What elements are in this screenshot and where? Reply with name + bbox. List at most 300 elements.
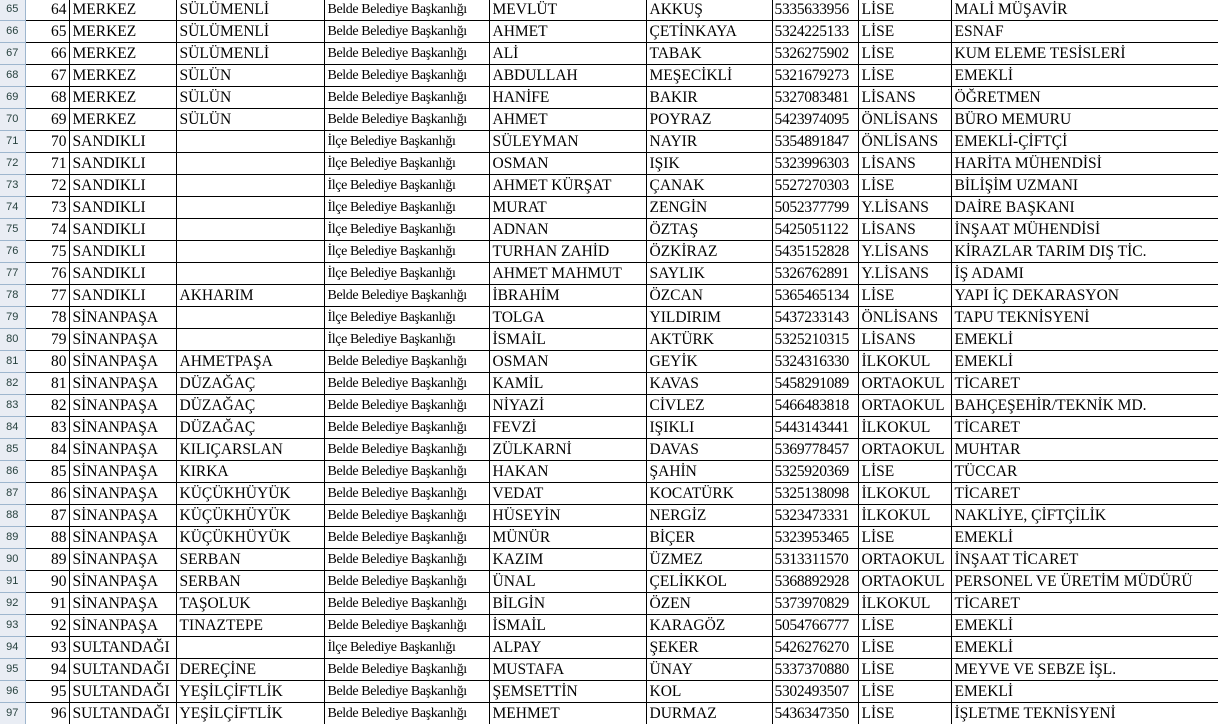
row-header[interactable]: 82 (0, 373, 25, 395)
cell-last-name[interactable]: ÜNAY (646, 659, 772, 681)
cell-education[interactable]: ÖNLİSANS (858, 307, 951, 329)
cell-no[interactable]: 94 (25, 659, 69, 681)
cell-office[interactable]: Belde Belediye Başkanlığı (324, 351, 489, 373)
cell-district[interactable]: SULTANDAĞI (69, 681, 176, 703)
cell-first-name[interactable]: ABDULLAH (489, 65, 646, 87)
row-header[interactable]: 86 (0, 461, 25, 483)
cell-last-name[interactable]: DURMAZ (646, 703, 772, 724)
cell-first-name[interactable]: AHMET KÜRŞAT (489, 175, 646, 197)
cell-town[interactable]: KÜÇÜKHÜYÜK (176, 505, 324, 527)
cell-last-name[interactable]: YILDIRIM (646, 307, 772, 329)
row-header[interactable]: 88 (0, 505, 25, 527)
cell-first-name[interactable]: KAZIM (489, 549, 646, 571)
cell-occupation[interactable]: TİCARET (951, 483, 1218, 505)
cell-first-name[interactable]: MEHMET (489, 703, 646, 724)
cell-district[interactable]: SANDIKLI (69, 285, 176, 307)
cell-education[interactable]: LİSE (858, 65, 951, 87)
cell-education[interactable]: LİSANS (858, 219, 951, 241)
cell-town[interactable] (176, 175, 324, 197)
cell-education[interactable]: LİSE (858, 21, 951, 43)
cell-office[interactable]: İlçe Belediye Başkanlığı (324, 637, 489, 659)
row-header[interactable]: 87 (0, 483, 25, 505)
cell-education[interactable]: LİSANS (858, 153, 951, 175)
cell-occupation[interactable]: EMEKLİ (951, 681, 1218, 703)
cell-town[interactable]: DÜZAĞAÇ (176, 417, 324, 439)
cell-last-name[interactable]: BİÇER (646, 527, 772, 549)
cell-office[interactable]: İlçe Belediye Başkanlığı (324, 329, 489, 351)
cell-no[interactable]: 89 (25, 549, 69, 571)
cell-no[interactable]: 90 (25, 571, 69, 593)
cell-occupation[interactable]: KİRAZLAR TARIM DIŞ TİC. (951, 241, 1218, 263)
cell-education[interactable]: LİSE (858, 461, 951, 483)
cell-district[interactable]: MERKEZ (69, 65, 176, 87)
cell-last-name[interactable]: ŞAHİN (646, 461, 772, 483)
cell-town[interactable] (176, 637, 324, 659)
row-header[interactable]: 85 (0, 439, 25, 461)
cell-district[interactable]: SİNANPAŞA (69, 417, 176, 439)
cell-first-name[interactable]: KAMİL (489, 373, 646, 395)
cell-last-name[interactable]: ÜZMEZ (646, 549, 772, 571)
cell-office[interactable]: İlçe Belediye Başkanlığı (324, 131, 489, 153)
cell-no[interactable]: 71 (25, 153, 69, 175)
cell-no[interactable]: 68 (25, 87, 69, 109)
cell-education[interactable]: LİSE (858, 681, 951, 703)
cell-education[interactable]: İLKOKUL (858, 417, 951, 439)
cell-town[interactable]: SÜLÜMENLİ (176, 43, 324, 65)
cell-last-name[interactable]: ÇELİKKOL (646, 571, 772, 593)
cell-district[interactable]: SİNANPAŞA (69, 395, 176, 417)
cell-district[interactable]: SİNANPAŞA (69, 527, 176, 549)
cell-phone[interactable]: 5423974095 (772, 109, 858, 131)
cell-education[interactable]: Y.LİSANS (858, 197, 951, 219)
cell-education[interactable]: LİSANS (858, 87, 951, 109)
cell-district[interactable]: SANDIKLI (69, 153, 176, 175)
cell-phone[interactable]: 5373970829 (772, 593, 858, 615)
cell-first-name[interactable]: ŞEMSETTİN (489, 681, 646, 703)
cell-district[interactable]: MERKEZ (69, 43, 176, 65)
cell-first-name[interactable]: ALİ (489, 43, 646, 65)
cell-phone[interactable]: 5324316330 (772, 351, 858, 373)
cell-last-name[interactable]: AKTÜRK (646, 329, 772, 351)
cell-town[interactable] (176, 153, 324, 175)
cell-last-name[interactable]: DAVAS (646, 439, 772, 461)
cell-town[interactable]: YEŞİLÇİFTLİK (176, 681, 324, 703)
row-header[interactable]: 91 (0, 571, 25, 593)
cell-phone[interactable]: 5337370880 (772, 659, 858, 681)
cell-occupation[interactable]: İNŞAAT MÜHENDİSİ (951, 219, 1218, 241)
cell-last-name[interactable]: KAVAS (646, 373, 772, 395)
cell-district[interactable]: SANDIKLI (69, 197, 176, 219)
cell-town[interactable] (176, 307, 324, 329)
cell-office[interactable]: İlçe Belediye Başkanlığı (324, 241, 489, 263)
cell-district[interactable]: MERKEZ (69, 0, 176, 21)
cell-occupation[interactable]: BİLİŞİM UZMANI (951, 175, 1218, 197)
cell-first-name[interactable]: ZÜLKARNİ (489, 439, 646, 461)
cell-district[interactable]: SANDIKLI (69, 241, 176, 263)
cell-no[interactable]: 67 (25, 65, 69, 87)
cell-occupation[interactable]: MEYVE VE SEBZE İŞL. (951, 659, 1218, 681)
cell-phone[interactable]: 5323996303 (772, 153, 858, 175)
cell-phone[interactable]: 5458291089 (772, 373, 858, 395)
cell-no[interactable]: 93 (25, 637, 69, 659)
cell-office[interactable]: Belde Belediye Başkanlığı (324, 417, 489, 439)
cell-town[interactable]: TINAZTEPE (176, 615, 324, 637)
cell-last-name[interactable]: ÇANAK (646, 175, 772, 197)
cell-office[interactable]: Belde Belediye Başkanlığı (324, 373, 489, 395)
cell-occupation[interactable]: EMEKLİ (951, 637, 1218, 659)
row-header[interactable]: 97 (0, 703, 25, 724)
cell-occupation[interactable]: PERSONEL VE ÜRETİM MÜDÜRÜ (951, 571, 1218, 593)
cell-first-name[interactable]: FEVZİ (489, 417, 646, 439)
cell-occupation[interactable]: BÜRO MEMURU (951, 109, 1218, 131)
cell-town[interactable] (176, 131, 324, 153)
cell-first-name[interactable]: HAKAN (489, 461, 646, 483)
cell-no[interactable]: 87 (25, 505, 69, 527)
cell-district[interactable]: SİNANPAŞA (69, 461, 176, 483)
cell-last-name[interactable]: IŞIKLI (646, 417, 772, 439)
cell-office[interactable]: Belde Belediye Başkanlığı (324, 593, 489, 615)
cell-occupation[interactable]: TİCARET (951, 373, 1218, 395)
row-header[interactable]: 79 (0, 307, 25, 329)
cell-education[interactable]: LİSE (858, 285, 951, 307)
cell-district[interactable]: SİNANPAŞA (69, 307, 176, 329)
cell-office[interactable]: Belde Belediye Başkanlığı (324, 439, 489, 461)
cell-no[interactable]: 78 (25, 307, 69, 329)
cell-last-name[interactable]: NAYIR (646, 131, 772, 153)
cell-last-name[interactable]: ÇETİNKAYA (646, 21, 772, 43)
cell-town[interactable] (176, 219, 324, 241)
cell-no[interactable]: 66 (25, 43, 69, 65)
cell-town[interactable]: SERBAN (176, 549, 324, 571)
cell-education[interactable]: İLKOKUL (858, 593, 951, 615)
cell-phone[interactable]: 5326762891 (772, 263, 858, 285)
cell-office[interactable]: Belde Belediye Başkanlığı (324, 659, 489, 681)
cell-education[interactable]: ORTAOKUL (858, 373, 951, 395)
cell-phone[interactable]: 5426276270 (772, 637, 858, 659)
cell-occupation[interactable]: NAKLİYE, ÇİFTÇİLİK (951, 505, 1218, 527)
cell-office[interactable]: Belde Belediye Başkanlığı (324, 395, 489, 417)
cell-first-name[interactable]: VEDAT (489, 483, 646, 505)
cell-phone[interactable]: 5335633956 (772, 0, 858, 21)
cell-district[interactable]: SİNANPAŞA (69, 373, 176, 395)
cell-last-name[interactable]: ŞEKER (646, 637, 772, 659)
cell-phone[interactable]: 5325920369 (772, 461, 858, 483)
cell-education[interactable]: Y.LİSANS (858, 241, 951, 263)
row-header[interactable]: 76 (0, 241, 25, 263)
cell-last-name[interactable]: ÖZKİRAZ (646, 241, 772, 263)
cell-occupation[interactable]: EMEKLİ-ÇİFTÇİ (951, 131, 1218, 153)
cell-occupation[interactable]: BAHÇEŞEHİR/TEKNİK MD. (951, 395, 1218, 417)
cell-education[interactable]: LİSE (858, 615, 951, 637)
cell-occupation[interactable]: EMEKLİ (951, 351, 1218, 373)
row-header[interactable]: 72 (0, 153, 25, 175)
cell-no[interactable]: 81 (25, 373, 69, 395)
cell-office[interactable]: Belde Belediye Başkanlığı (324, 527, 489, 549)
cell-education[interactable]: İLKOKUL (858, 505, 951, 527)
cell-first-name[interactable]: ADNAN (489, 219, 646, 241)
cell-no[interactable]: 82 (25, 395, 69, 417)
cell-occupation[interactable]: TİCARET (951, 593, 1218, 615)
cell-town[interactable]: KIRKA (176, 461, 324, 483)
cell-phone[interactable]: 5321679273 (772, 65, 858, 87)
cell-occupation[interactable]: İNŞAAT TİCARET (951, 549, 1218, 571)
cell-district[interactable]: SİNANPAŞA (69, 505, 176, 527)
cell-office[interactable]: Belde Belediye Başkanlığı (324, 703, 489, 724)
cell-first-name[interactable]: HÜSEYİN (489, 505, 646, 527)
cell-district[interactable]: SANDIKLI (69, 263, 176, 285)
cell-education[interactable]: LİSE (858, 43, 951, 65)
cell-last-name[interactable]: KOL (646, 681, 772, 703)
cell-district[interactable]: SİNANPAŞA (69, 329, 176, 351)
cell-town[interactable]: SÜLÜN (176, 109, 324, 131)
cell-phone[interactable]: 5466483818 (772, 395, 858, 417)
row-header[interactable]: 84 (0, 417, 25, 439)
row-header[interactable]: 81 (0, 351, 25, 373)
cell-first-name[interactable]: İBRAHİM (489, 285, 646, 307)
cell-office[interactable]: İlçe Belediye Başkanlığı (324, 263, 489, 285)
cell-district[interactable]: SİNANPAŞA (69, 549, 176, 571)
cell-town[interactable]: AKHARIM (176, 285, 324, 307)
row-header[interactable]: 90 (0, 549, 25, 571)
row-header[interactable]: 92 (0, 593, 25, 615)
cell-education[interactable]: LİSE (858, 637, 951, 659)
cell-phone[interactable]: 5302493507 (772, 681, 858, 703)
cell-first-name[interactable]: ÜNAL (489, 571, 646, 593)
cell-occupation[interactable]: DAİRE BAŞKANI (951, 197, 1218, 219)
row-header[interactable]: 89 (0, 527, 25, 549)
cell-occupation[interactable]: ÖĞRETMEN (951, 87, 1218, 109)
cell-last-name[interactable]: POYRAZ (646, 109, 772, 131)
cell-district[interactable]: MERKEZ (69, 87, 176, 109)
cell-office[interactable]: Belde Belediye Başkanlığı (324, 21, 489, 43)
cell-town[interactable]: KÜÇÜKHÜYÜK (176, 483, 324, 505)
row-header[interactable]: 68 (0, 65, 25, 87)
cell-first-name[interactable]: MUSTAFA (489, 659, 646, 681)
cell-district[interactable]: SULTANDAĞI (69, 637, 176, 659)
cell-town[interactable]: DÜZAĞAÇ (176, 395, 324, 417)
cell-town[interactable]: YEŞİLÇİFTLİK (176, 703, 324, 724)
cell-first-name[interactable]: MURAT (489, 197, 646, 219)
cell-occupation[interactable]: YAPI İÇ DEKARASYON (951, 285, 1218, 307)
row-header[interactable]: 74 (0, 197, 25, 219)
cell-district[interactable]: SİNANPAŞA (69, 571, 176, 593)
cell-district[interactable]: SANDIKLI (69, 175, 176, 197)
row-header[interactable]: 96 (0, 681, 25, 703)
cell-education[interactable]: İLKOKUL (858, 351, 951, 373)
cell-district[interactable]: SULTANDAĞI (69, 703, 176, 724)
cell-last-name[interactable]: AKKUŞ (646, 0, 772, 21)
cell-no[interactable]: 64 (25, 0, 69, 21)
cell-first-name[interactable]: OSMAN (489, 351, 646, 373)
cell-last-name[interactable]: CİVLEZ (646, 395, 772, 417)
row-header[interactable]: 83 (0, 395, 25, 417)
cell-no[interactable]: 86 (25, 483, 69, 505)
cell-phone[interactable]: 5369778457 (772, 439, 858, 461)
cell-office[interactable]: Belde Belediye Başkanlığı (324, 109, 489, 131)
cell-no[interactable]: 77 (25, 285, 69, 307)
cell-last-name[interactable]: ÖZEN (646, 593, 772, 615)
cell-occupation[interactable]: EMEKLİ (951, 527, 1218, 549)
cell-office[interactable]: Belde Belediye Başkanlığı (324, 43, 489, 65)
cell-first-name[interactable]: SÜLEYMAN (489, 131, 646, 153)
cell-last-name[interactable]: TABAK (646, 43, 772, 65)
cell-town[interactable] (176, 329, 324, 351)
cell-occupation[interactable]: TÜCCAR (951, 461, 1218, 483)
cell-first-name[interactable]: İSMAİL (489, 615, 646, 637)
cell-district[interactable]: MERKEZ (69, 109, 176, 131)
cell-first-name[interactable]: HANİFE (489, 87, 646, 109)
cell-office[interactable]: Belde Belediye Başkanlığı (324, 483, 489, 505)
cell-education[interactable]: LİSE (858, 659, 951, 681)
cell-last-name[interactable]: ÖZTAŞ (646, 219, 772, 241)
cell-first-name[interactable]: TOLGA (489, 307, 646, 329)
cell-last-name[interactable]: KOCATÜRK (646, 483, 772, 505)
cell-office[interactable]: İlçe Belediye Başkanlığı (324, 153, 489, 175)
cell-education[interactable]: ÖNLİSANS (858, 109, 951, 131)
cell-occupation[interactable]: İŞLETME TEKNİSYENİ (951, 703, 1218, 724)
cell-office[interactable]: Belde Belediye Başkanlığı (324, 87, 489, 109)
cell-phone[interactable]: 5323473331 (772, 505, 858, 527)
cell-last-name[interactable]: ZENGİN (646, 197, 772, 219)
cell-education[interactable]: ORTAOKUL (858, 549, 951, 571)
cell-occupation[interactable]: MALİ MÜŞAVİR (951, 0, 1218, 21)
cell-no[interactable]: 88 (25, 527, 69, 549)
cell-district[interactable]: SULTANDAĞI (69, 659, 176, 681)
cell-no[interactable]: 69 (25, 109, 69, 131)
cell-phone[interactable]: 5323953465 (772, 527, 858, 549)
cell-office[interactable]: İlçe Belediye Başkanlığı (324, 175, 489, 197)
row-header[interactable]: 70 (0, 109, 25, 131)
cell-town[interactable]: TAŞOLUK (176, 593, 324, 615)
cell-district[interactable]: SİNANPAŞA (69, 615, 176, 637)
cell-district[interactable]: MERKEZ (69, 21, 176, 43)
cell-first-name[interactable]: MÜNÜR (489, 527, 646, 549)
row-header[interactable]: 77 (0, 263, 25, 285)
cell-town[interactable]: AHMETPAŞA (176, 351, 324, 373)
cell-phone[interactable]: 5368892928 (772, 571, 858, 593)
cell-first-name[interactable]: AHMET (489, 109, 646, 131)
cell-phone[interactable]: 5325210315 (772, 329, 858, 351)
cell-office[interactable]: İlçe Belediye Başkanlığı (324, 307, 489, 329)
cell-no[interactable]: 74 (25, 219, 69, 241)
cell-office[interactable]: İlçe Belediye Başkanlığı (324, 219, 489, 241)
cell-first-name[interactable]: MEVLÜT (489, 0, 646, 21)
cell-town[interactable]: SERBAN (176, 571, 324, 593)
cell-last-name[interactable]: MEŞECİKLİ (646, 65, 772, 87)
cell-first-name[interactable]: NİYAZİ (489, 395, 646, 417)
cell-no[interactable]: 80 (25, 351, 69, 373)
cell-occupation[interactable]: HARİTA MÜHENDİSİ (951, 153, 1218, 175)
cell-phone[interactable]: 5425051122 (772, 219, 858, 241)
cell-no[interactable]: 91 (25, 593, 69, 615)
cell-office[interactable]: İlçe Belediye Başkanlığı (324, 197, 489, 219)
cell-phone[interactable]: 5313311570 (772, 549, 858, 571)
cell-education[interactable]: LİSE (858, 527, 951, 549)
cell-phone[interactable]: 5443143441 (772, 417, 858, 439)
cell-occupation[interactable]: EMEKLİ (951, 329, 1218, 351)
cell-education[interactable]: ÖNLİSANS (858, 131, 951, 153)
cell-office[interactable]: Belde Belediye Başkanlığı (324, 461, 489, 483)
cell-occupation[interactable]: MUHTAR (951, 439, 1218, 461)
cell-occupation[interactable]: KUM ELEME TESİSLERİ (951, 43, 1218, 65)
cell-occupation[interactable]: ESNAF (951, 21, 1218, 43)
cell-first-name[interactable]: İSMAİL (489, 329, 646, 351)
cell-occupation[interactable]: EMEKLİ (951, 65, 1218, 87)
cell-town[interactable]: SÜLÜN (176, 65, 324, 87)
cell-no[interactable]: 96 (25, 703, 69, 724)
cell-phone[interactable]: 5326275902 (772, 43, 858, 65)
cell-occupation[interactable]: TAPU TEKNİSYENİ (951, 307, 1218, 329)
cell-town[interactable]: SÜLÜMENLİ (176, 21, 324, 43)
cell-town[interactable]: DEREÇİNE (176, 659, 324, 681)
cell-office[interactable]: Belde Belediye Başkanlığı (324, 615, 489, 637)
cell-no[interactable]: 79 (25, 329, 69, 351)
cell-town[interactable]: SÜLÜMENLİ (176, 0, 324, 21)
cell-last-name[interactable]: ÖZCAN (646, 285, 772, 307)
row-header[interactable]: 80 (0, 329, 25, 351)
cell-first-name[interactable]: ALPAY (489, 637, 646, 659)
cell-no[interactable]: 76 (25, 263, 69, 285)
cell-education[interactable]: LİSE (858, 0, 951, 21)
cell-town[interactable] (176, 197, 324, 219)
cell-first-name[interactable]: AHMET MAHMUT (489, 263, 646, 285)
cell-education[interactable]: LİSE (858, 703, 951, 724)
cell-phone[interactable]: 5054766777 (772, 615, 858, 637)
cell-town[interactable]: DÜZAĞAÇ (176, 373, 324, 395)
cell-first-name[interactable]: BİLGİN (489, 593, 646, 615)
cell-district[interactable]: SANDIKLI (69, 131, 176, 153)
row-header[interactable]: 95 (0, 659, 25, 681)
cell-office[interactable]: Belde Belediye Başkanlığı (324, 285, 489, 307)
row-header[interactable]: 69 (0, 87, 25, 109)
cell-last-name[interactable]: KARAGÖZ (646, 615, 772, 637)
cell-district[interactable]: SİNANPAŞA (69, 439, 176, 461)
cell-education[interactable]: LİSANS (858, 329, 951, 351)
cell-office[interactable]: Belde Belediye Başkanlığı (324, 571, 489, 593)
cell-office[interactable]: Belde Belediye Başkanlığı (324, 505, 489, 527)
row-header[interactable]: 75 (0, 219, 25, 241)
cell-last-name[interactable]: BAKIR (646, 87, 772, 109)
cell-no[interactable]: 85 (25, 461, 69, 483)
cell-last-name[interactable]: SAYLIK (646, 263, 772, 285)
cell-town[interactable]: KILIÇARSLAN (176, 439, 324, 461)
cell-occupation[interactable]: TİCARET (951, 417, 1218, 439)
cell-district[interactable]: SİNANPAŞA (69, 593, 176, 615)
row-header[interactable]: 71 (0, 131, 25, 153)
row-header[interactable]: 94 (0, 637, 25, 659)
cell-phone[interactable]: 5052377799 (772, 197, 858, 219)
cell-last-name[interactable]: NERGİZ (646, 505, 772, 527)
cell-phone[interactable]: 5437233143 (772, 307, 858, 329)
cell-last-name[interactable]: IŞIK (646, 153, 772, 175)
cell-education[interactable]: İLKOKUL (858, 483, 951, 505)
cell-last-name[interactable]: GEYİK (646, 351, 772, 373)
cell-town[interactable] (176, 241, 324, 263)
cell-occupation[interactable]: İŞ ADAMI (951, 263, 1218, 285)
cell-no[interactable]: 75 (25, 241, 69, 263)
cell-office[interactable]: Belde Belediye Başkanlığı (324, 65, 489, 87)
cell-no[interactable]: 70 (25, 131, 69, 153)
cell-no[interactable]: 72 (25, 175, 69, 197)
cell-phone[interactable]: 5527270303 (772, 175, 858, 197)
cell-town[interactable] (176, 263, 324, 285)
cell-district[interactable]: SİNANPAŞA (69, 483, 176, 505)
cell-office[interactable]: Belde Belediye Başkanlığı (324, 681, 489, 703)
cell-district[interactable]: SİNANPAŞA (69, 351, 176, 373)
row-header[interactable]: 73 (0, 175, 25, 197)
row-header[interactable]: 78 (0, 285, 25, 307)
cell-phone[interactable]: 5365465134 (772, 285, 858, 307)
